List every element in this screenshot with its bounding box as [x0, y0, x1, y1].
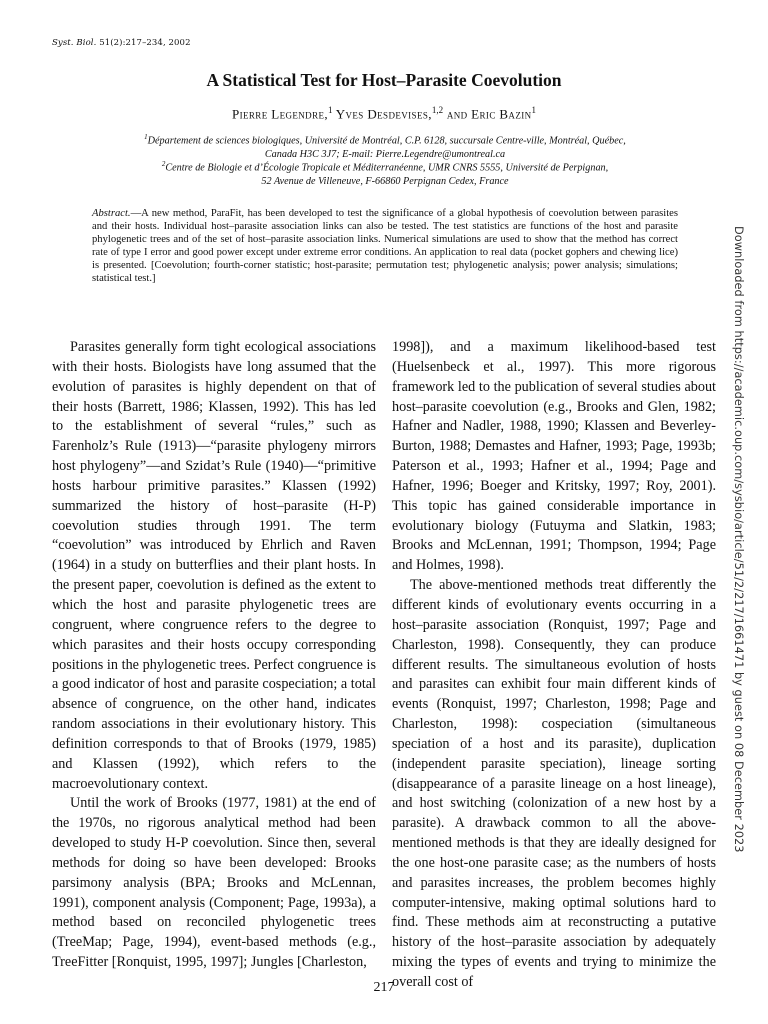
affiliation-1 [40, 131, 730, 161]
download-watermark: Downloaded from https://academic.oup.com/sysbio/article/51/2/217/1661471 by guest on 08 December 2023 [732, 226, 745, 853]
body-paragraph: The above-mentioned methods treat differently the different kinds of evolutionary events occurring in a host–parasite association (Ronquist, 1997; Page and Charleston, 1998). Consequently, they can produce different results. The simultaneous evolution of hosts and parasites can exhibit four main different kinds of events (Ronquist, 1997; Charleston, 1998; Page and Charleston, 1998): cospeciation (simultaneous speciation of a host and its parasite), duplication (independent parasite speciation), lineage sorting (disappearance of a parasite lineage on a host lineage), and host switching (colonization of a new host by a parasite). A drawback common to all the above-mentioned methods is that they are ideally designed for the one host-one parasite case; as the numbers of hosts and parasites increases, the problem becomes highly computer-intensive, making optimal solutions hard to find. These methods aim at reconstructing a putative history of the host–parasite association by adequately mixing the types of events and trying to minimize the overall cost of [392, 577, 716, 990]
affil-line: Département de sciences biologiques, Université de Montréal, C.P. 6128, succursale Centre-ville, Montréal, Québec, [147, 135, 626, 147]
author-affil-mark: 1,2 [431, 105, 444, 115]
running-head [52, 38, 191, 48]
body-column-right [392, 338, 716, 993]
affil-mark: 1 [144, 133, 148, 141]
body-paragraph: 1998]), and a maximum likelihood-based test (Huelsenbeck et al., 1997). This more rigorous framework led to the publication of several studies about host–parasite coevolution (e.g., Brooks and Glen, 1982; Hafner and Nadler, 1988, 1990; Klassen and Beverley-Burton, 1988; Demastes and Hafner, 1993; Page, 1993b; Paterson et al., 1993; Hafner et al., 1994; Page and Hafner, 1996; Boeger and Kritsky, 1997; Roy, 2001). This topic has gained considerable importance in evolutionary biology (Futuyma and Slatkin, 1983; Brooks and McLennan, 1991; Thompson, 1994; Page and Holmes, 1998). [392, 339, 716, 574]
paper-title: A Statistical Test for Host–Parasite Coevolution [206, 70, 562, 90]
author-affil-mark: 1 [328, 105, 333, 115]
abstract [92, 208, 678, 285]
abstract-text: —A new method, ParaFit, has been developed to test the significance of a global hypothesis of coevolution between parasites and their hosts. Individual host–parasite association links can also be tested. The test statistics are functions of the host and parasite phylogenetic trees and of the set of host–parasite association links. Numerical simulations are used to show that the method has correct rate of type I error and good power except under extreme error conditions. An application to real data (pocket gophers and chewing lice) is presented. [Coevolution; fourth-corner statistic; host-parasite; permutation test; phylogenetic analysis; power analysis; simulations; statistical test.] [92, 208, 678, 284]
author-name: Pierre Legendre, [231, 106, 329, 122]
affil-line: Canada H3C 3J7; E-mail: Pierre.Legendre@umontreal.ca [264, 148, 506, 160]
body-paragraph: Parasites generally form tight ecological associations with their hosts. Biologists have long assumed that the evolution of parasites is highly dependent on that of their hosts (Barrett, 1986; Klassen, 1992). This has led to the establishment of several “rules,” such as Farenholz’s Rule (1913)—“parasite phylogeny mirrors host phylogeny”—and Szidat’s Rule (1940)—“primitive hosts harbour primitive parasites.” Klassen (1992) summarized the history of host–parasite (H-P) coevolution studies through 1991. The term “coevolution” was introduced by Ehrlich and Raven (1964) in a study on butterflies and their plant hosts. In the present paper, coevolution is defined as the extent to which the host and parasite phylogenetic trees are congruent, where congruence refers to the degree to which parasites and their hosts occupy corresponding positions in the phylogenetic trees. Perfect congruence is a good indicator of host and parasite cospeciation; a total absence of congruence, on the other hand, indicates random associations in their evolutionary history. This definition corresponds to that of Brooks (1979, 1985) and Klassen (1992), which refers to the macroevolutionary context. [52, 339, 376, 792]
affil-line: 52 Avenue de Villeneuve, F-66860 Perpignan Cedex, France [261, 175, 509, 187]
author-name: Eric Bazin [471, 106, 532, 122]
affil-mark: 2 [161, 160, 166, 168]
author-list [0, 105, 768, 122]
author-conjunction: and [446, 106, 468, 122]
author-affil-mark: 1 [531, 105, 537, 115]
body-column-left [52, 338, 376, 973]
affiliation-2 [40, 158, 730, 188]
page-number: 217 [373, 980, 395, 995]
journal-name: Syst. Biol. [52, 38, 97, 48]
journal-citation: 51(2):217–234, 2002 [96, 38, 191, 48]
author-name: Yves Desdevises, [335, 106, 432, 122]
affil-line: Centre de Biologie et d’Écologie Tropicale et Méditerranéenne, UMR CNRS 5555, Université de Perpignan, [165, 162, 609, 174]
abstract-label: Abstract. [92, 208, 131, 219]
body-paragraph: Until the work of Brooks (1977, 1981) at the end of the 1970s, no rigorous analytical method had been developed to study H-P coevolution. Since then, several methods for doing so have been developed: Brooks parsimony analysis (BPA; Brooks and McLennan, 1991), component analysis (Component; Page, 1993a), a method based on reconciled phylogenetic trees (TreeMap; Page, 1994), event-based methods (e.g., TreeFitter [Ronquist, 1995, 1997]; Jungles [Charleston, [52, 795, 376, 971]
